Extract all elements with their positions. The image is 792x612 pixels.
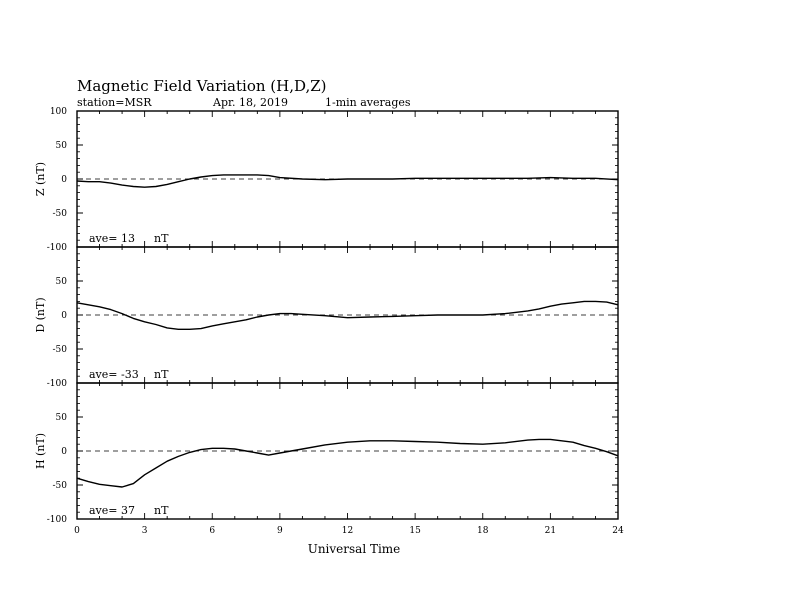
y-tick-label-z: -50 <box>52 209 67 219</box>
ave-unit-d: nT <box>154 368 169 381</box>
y-tick-label-h: -50 <box>52 481 67 491</box>
x-axis-label: Universal Time <box>307 542 401 556</box>
ave-unit-h: nT <box>154 504 169 517</box>
series-line-h <box>77 439 618 487</box>
y-tick-label-h: -100 <box>46 515 67 525</box>
ave-unit-z: nT <box>154 232 169 245</box>
y-tick-label-z: 50 <box>55 141 67 151</box>
y-tick-label-d: 0 <box>61 311 67 321</box>
x-tick-label: 24 <box>612 526 624 536</box>
series-line-z <box>77 175 618 187</box>
y-axis-label-d: D (nT) <box>34 297 47 333</box>
y-tick-label-h: 0 <box>61 447 67 457</box>
y-tick-label-d: 50 <box>55 277 67 287</box>
ave-label-d: ave= -33 <box>89 368 139 381</box>
x-tick-label: 18 <box>477 526 489 536</box>
y-tick-label-d: -50 <box>52 345 67 355</box>
date-label: Apr. 18, 2019 <box>213 96 289 109</box>
y-axis-label-z: Z (nT) <box>34 161 47 197</box>
averaging-label: 1-min averages <box>325 96 411 109</box>
x-tick-label: 6 <box>209 526 216 536</box>
ave-label-z: ave= 13 <box>89 232 135 245</box>
ave-label-h: ave= 37 <box>89 504 135 517</box>
x-tick-label: 0 <box>74 526 80 536</box>
y-tick-label-z: -100 <box>46 243 67 253</box>
x-tick-label: 12 <box>341 526 354 536</box>
chart-title: Magnetic Field Variation (H,D,Z) <box>77 77 327 95</box>
x-tick-label: 9 <box>277 526 283 536</box>
station-label: station=MSR <box>77 96 152 109</box>
y-tick-label-z: 0 <box>61 175 67 185</box>
x-tick-label: 3 <box>141 526 148 536</box>
y-tick-label-z: 100 <box>49 107 67 117</box>
panels-group <box>34 107 624 536</box>
y-tick-label-h: 50 <box>55 413 67 423</box>
x-tick-label: 21 <box>544 526 557 536</box>
y-axis-label-h: H (nT) <box>34 432 47 470</box>
x-tick-label: 15 <box>409 526 421 536</box>
y-tick-label-d: -100 <box>46 379 67 389</box>
